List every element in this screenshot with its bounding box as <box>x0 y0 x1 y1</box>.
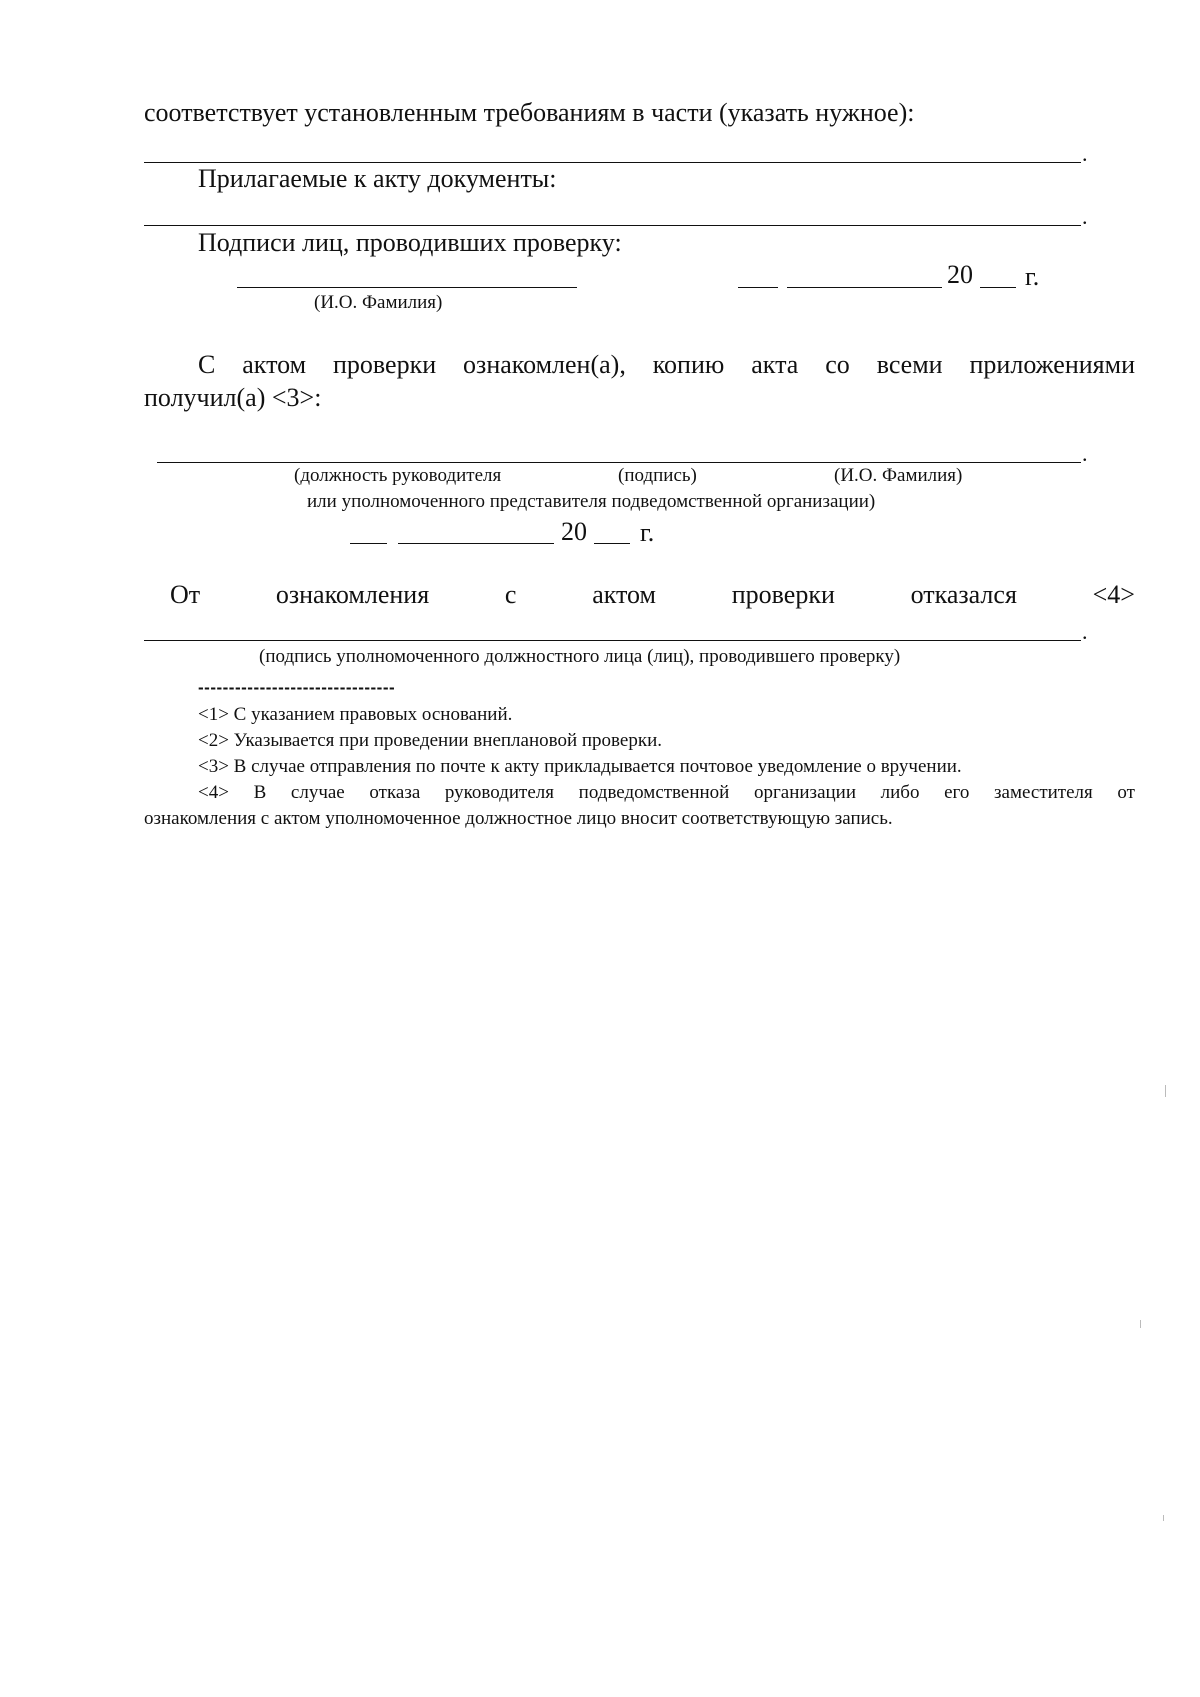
ack-word: актом <box>242 350 307 379</box>
fill-line-refusal <box>144 640 1081 641</box>
scan-artifact <box>1140 1320 1141 1328</box>
caption-name: (И.О. Фамилия) <box>834 465 963 486</box>
footnote-4-word: заместителя <box>994 782 1093 803</box>
scan-artifact <box>1165 1085 1166 1097</box>
footnote-4-word: отказа <box>369 782 421 803</box>
footnote-3: <3> В случае отправления по почте к акту прикладывается почтовое уведомление о вручении. <box>198 756 962 777</box>
date-year-prefix: 20 <box>947 260 973 289</box>
acknowledgement-line-1 <box>198 350 1135 380</box>
fill-line-acknowledgement <box>157 462 1081 463</box>
footnote-1: <1> С указанием правовых оснований. <box>198 704 513 725</box>
caption-position: (должность руководителя <box>294 465 502 486</box>
refusal-word: <4> <box>1092 580 1135 609</box>
footnote-4-word: руководителя <box>444 782 555 803</box>
footnote-4-line-1 <box>198 782 1135 804</box>
date-year-prefix: 20 <box>561 517 587 546</box>
refusal-line <box>170 580 1135 610</box>
refusal-word: ознакомления <box>275 580 430 609</box>
signature-caption: (И.О. Фамилия) <box>314 292 443 313</box>
refusal-word: актом <box>592 580 656 609</box>
attached-documents-label: Прилагаемые к акту документы: <box>198 164 557 193</box>
footnote-4-word: <4> <box>198 782 229 803</box>
ack-word: со <box>825 350 850 379</box>
signature-line <box>237 287 577 288</box>
period-mark: . <box>1082 204 1088 229</box>
signatures-label: Подписи лиц, проводивших проверку: <box>198 228 622 257</box>
period-mark: . <box>1082 441 1088 466</box>
ack-word: ознакомлен(а), <box>463 350 626 379</box>
ack-word: копию <box>652 350 725 379</box>
ack-word: приложениями <box>969 350 1135 379</box>
date-year-suffix: г. <box>640 518 655 547</box>
date-day-line <box>738 287 778 288</box>
ack-word: всеми <box>876 350 943 379</box>
date-month-line <box>398 543 554 544</box>
footnote-4-word: подведомственной <box>578 782 730 803</box>
period-mark: . <box>1082 619 1088 644</box>
date-year-line <box>980 287 1016 288</box>
footnote-4-word: от <box>1117 782 1135 803</box>
date-year-suffix: г. <box>1025 262 1040 291</box>
refusal-word: отказался <box>910 580 1017 609</box>
ack-word: проверки <box>333 350 437 379</box>
footnote-2: <2> Указывается при проведении внеплановой проверки. <box>198 730 662 751</box>
fill-line-attached <box>144 225 1081 226</box>
footnote-4-line-2: ознакомления с актом уполномоченное должностное лицо вносит соответствующую запись. <box>144 808 893 829</box>
ack-word: акта <box>751 350 799 379</box>
refusal-word: с <box>504 580 517 609</box>
date-year-line <box>594 543 630 544</box>
footnote-4-word: В <box>253 782 267 803</box>
refusal-word: проверки <box>731 580 835 609</box>
footnote-4-word: его <box>944 782 970 803</box>
ack-word: С <box>198 350 216 379</box>
refusal-word: От <box>170 580 201 609</box>
caption-representative: или уполномоченного представителя подведомственной организации) <box>307 491 876 512</box>
caption-signature: (подпись) <box>618 465 697 486</box>
scan-artifact <box>1163 1515 1164 1521</box>
footnote-4-word: либо <box>880 782 920 803</box>
requirements-line: соответствует установленным требованиям в части (указать нужное): <box>144 98 915 127</box>
fill-line-requirements <box>144 162 1081 163</box>
footnote-separator: -------------------------------- <box>198 678 396 697</box>
acknowledgement-line-2: получил(а) <3>: <box>144 383 322 412</box>
footnote-4-word: организации <box>754 782 857 803</box>
refusal-caption: (подпись уполномоченного должностного лица (лиц), проводившего проверку) <box>259 646 901 667</box>
period-mark: . <box>1082 141 1088 166</box>
date-month-line <box>787 287 942 288</box>
date-day-line <box>350 543 387 544</box>
footnote-4-word: случае <box>290 782 345 803</box>
